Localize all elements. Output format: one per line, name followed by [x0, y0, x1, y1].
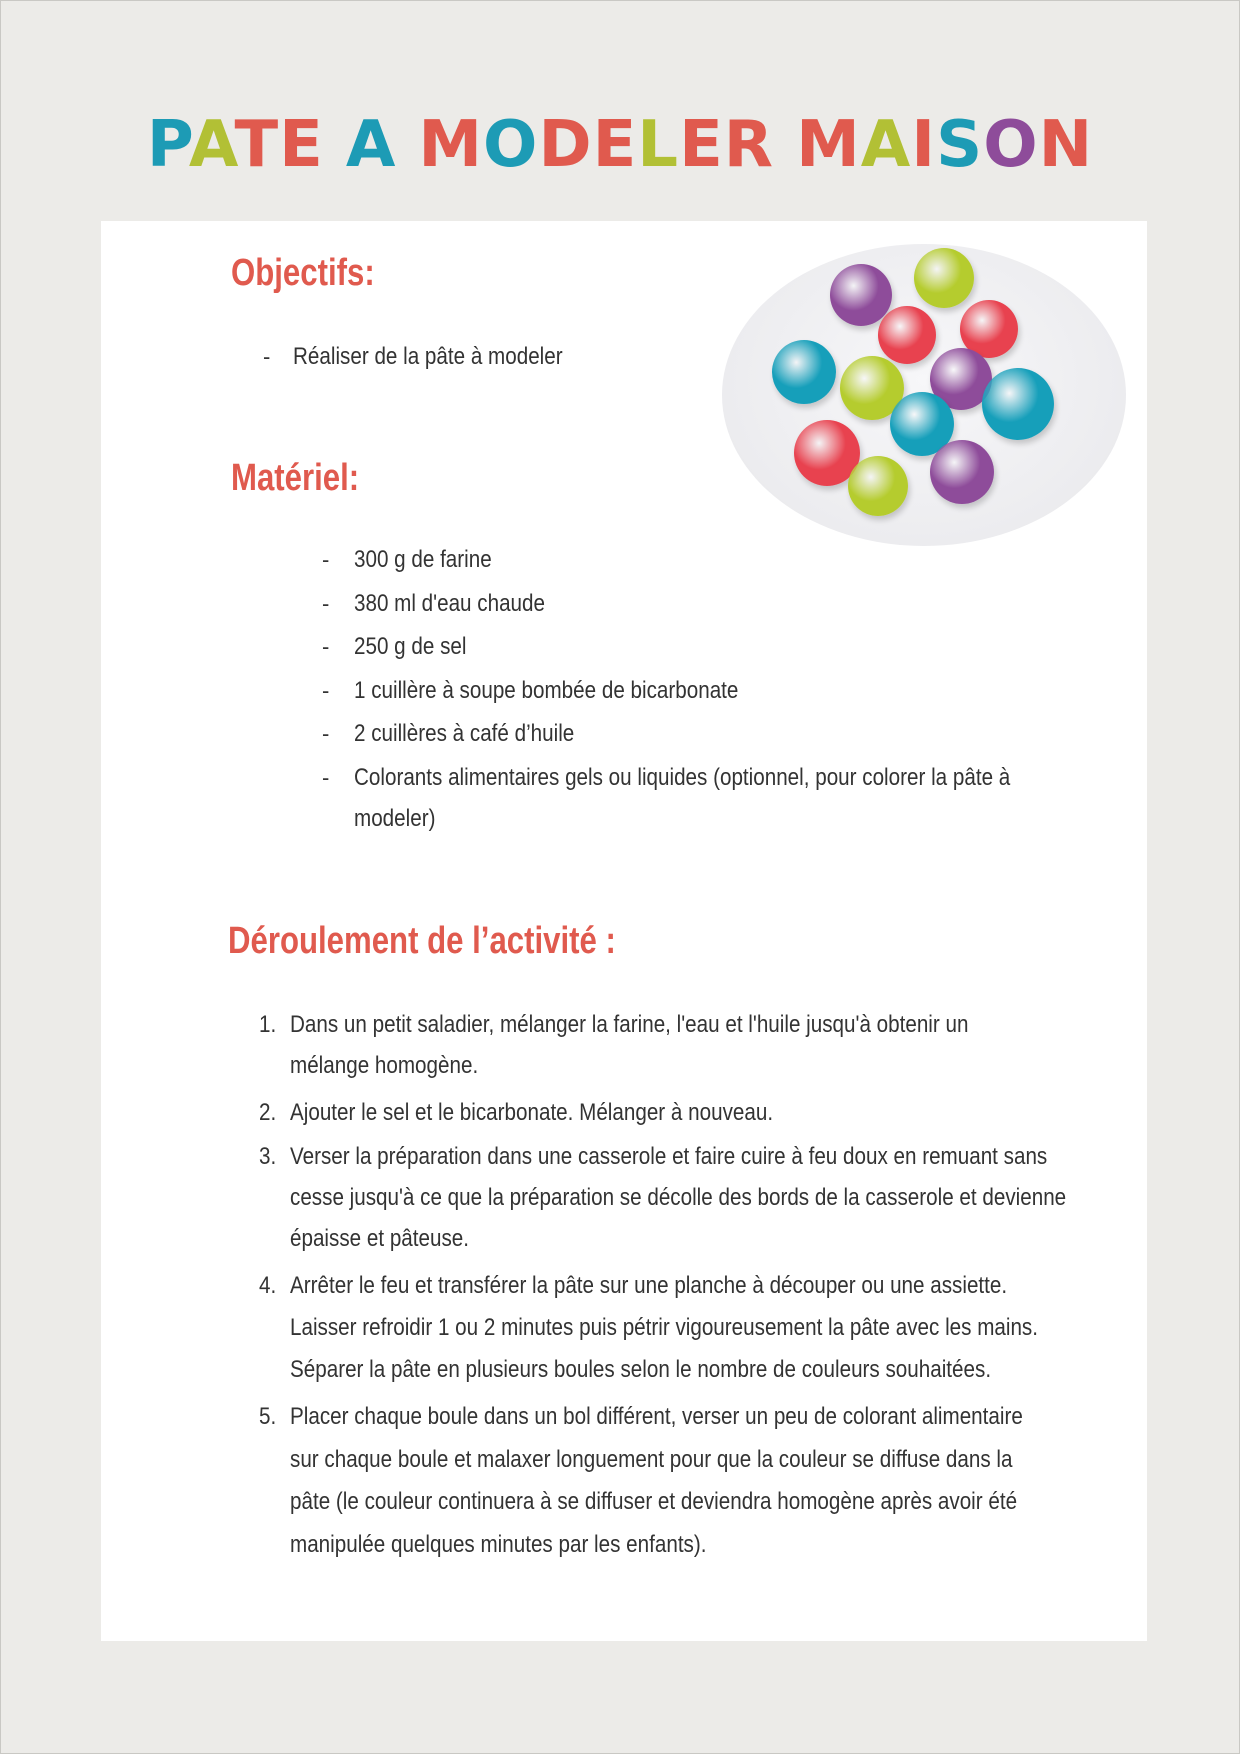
deroulement-heading: Déroulement de l’activité :	[228, 920, 616, 962]
play-dough-ball	[878, 306, 936, 364]
step-line: Verser la préparation dans une casserole et faire cuire à feu doux en remuant sans	[290, 1143, 1048, 1170]
step-number: 2.	[259, 1099, 277, 1126]
materiel-heading: Matériel:	[231, 457, 360, 499]
step-number: 1.	[259, 1011, 277, 1038]
bullet-dash: -	[263, 344, 271, 369]
title-letter: M	[418, 108, 484, 182]
step-line: Ajouter le sel et le bicarbonate. Mélanger à nouveau.	[290, 1099, 774, 1126]
step-number: 3.	[259, 1143, 277, 1170]
play-dough-ball	[848, 456, 908, 516]
materiel-item-continued: modeler)	[354, 805, 436, 832]
title-letter	[774, 108, 796, 182]
bullet-dash: -	[322, 721, 330, 746]
title-letter: I	[911, 108, 937, 182]
title-letter: O	[983, 108, 1039, 182]
play-dough-ball	[830, 264, 892, 326]
play-dough-ball	[914, 248, 974, 308]
materiel-item: Colorants alimentaires gels ou liquides (optionnel, pour colorer la pâte à	[354, 764, 1011, 791]
objectif-item: Réaliser de la pâte à modeler	[293, 343, 563, 370]
title-letter: E	[679, 108, 724, 182]
step-line: mélange homogène.	[290, 1052, 479, 1079]
bullet-dash: -	[322, 765, 330, 790]
title-letter: S	[936, 108, 984, 182]
objectifs-heading: Objectifs:	[231, 252, 375, 294]
play-dough-ball	[930, 440, 994, 504]
bullet-dash: -	[322, 678, 330, 703]
title-letter: A	[860, 108, 912, 182]
materiel-item: 250 g de sel	[354, 633, 467, 660]
page-title	[0, 108, 1240, 182]
materiel-item: 300 g de farine	[354, 546, 492, 573]
title-letter: T	[234, 108, 280, 182]
step-line: cesse jusqu'à ce que la préparation se décolle des bords de la casserole et devienne	[290, 1184, 1067, 1211]
step-line: Dans un petit saladier, mélanger la farine, l'eau et l'huile jusqu'à obtenir un	[290, 1011, 969, 1038]
step-line: épaisse et pâteuse.	[290, 1225, 470, 1252]
bullet-dash: -	[322, 547, 330, 572]
materiel-item: 1 cuillère à soupe bombée de bicarbonate	[354, 677, 739, 704]
title-letter: E	[592, 108, 638, 182]
step-number: 5.	[259, 1403, 277, 1430]
title-letter: N	[1038, 108, 1094, 182]
bullet-dash: -	[322, 591, 330, 616]
play-dough-ball	[772, 340, 836, 404]
bullet-dash: -	[322, 634, 330, 659]
step-line: Laisser refroidir 1 ou 2 minutes puis pétrir vigoureusement la pâte avec les mains.	[290, 1314, 1038, 1341]
step-number: 4.	[259, 1272, 277, 1299]
title-letter	[396, 108, 418, 182]
play-dough-ball	[982, 368, 1054, 440]
materiel-item: 2 cuillères à café d’huile	[354, 720, 575, 747]
title-letter: L	[637, 108, 680, 182]
title-letter: A	[345, 108, 397, 182]
step-line: sur chaque boule et malaxer longuement pour que la couleur se diffuse dans la	[290, 1446, 1013, 1473]
title-letter: P	[146, 108, 189, 182]
play-dough-photo	[722, 244, 1126, 546]
title-letter: M	[796, 108, 861, 182]
title-letter: D	[538, 108, 593, 182]
step-line: Placer chaque boule dans un bol différent, verser un peu de colorant alimentaire	[290, 1403, 1023, 1430]
materiel-item: 380 ml d'eau chaude	[354, 590, 546, 617]
step-line: pâte (le couleur continuera à se diffuser et deviendra homogène après avoir été	[290, 1488, 1018, 1515]
title-letter: O	[483, 108, 539, 182]
title-letter	[324, 108, 346, 182]
step-line: Arrêter le feu et transférer la pâte sur une planche à découper ou une assiette.	[290, 1272, 1008, 1299]
title-letter: E	[279, 108, 324, 182]
title-letter: R	[723, 108, 775, 182]
step-line: manipulée quelques minutes par les enfants).	[290, 1531, 707, 1558]
title-letter: A	[188, 108, 235, 182]
step-line: Séparer la pâte en plusieurs boules selon le nombre de couleurs souhaitées.	[290, 1356, 992, 1383]
